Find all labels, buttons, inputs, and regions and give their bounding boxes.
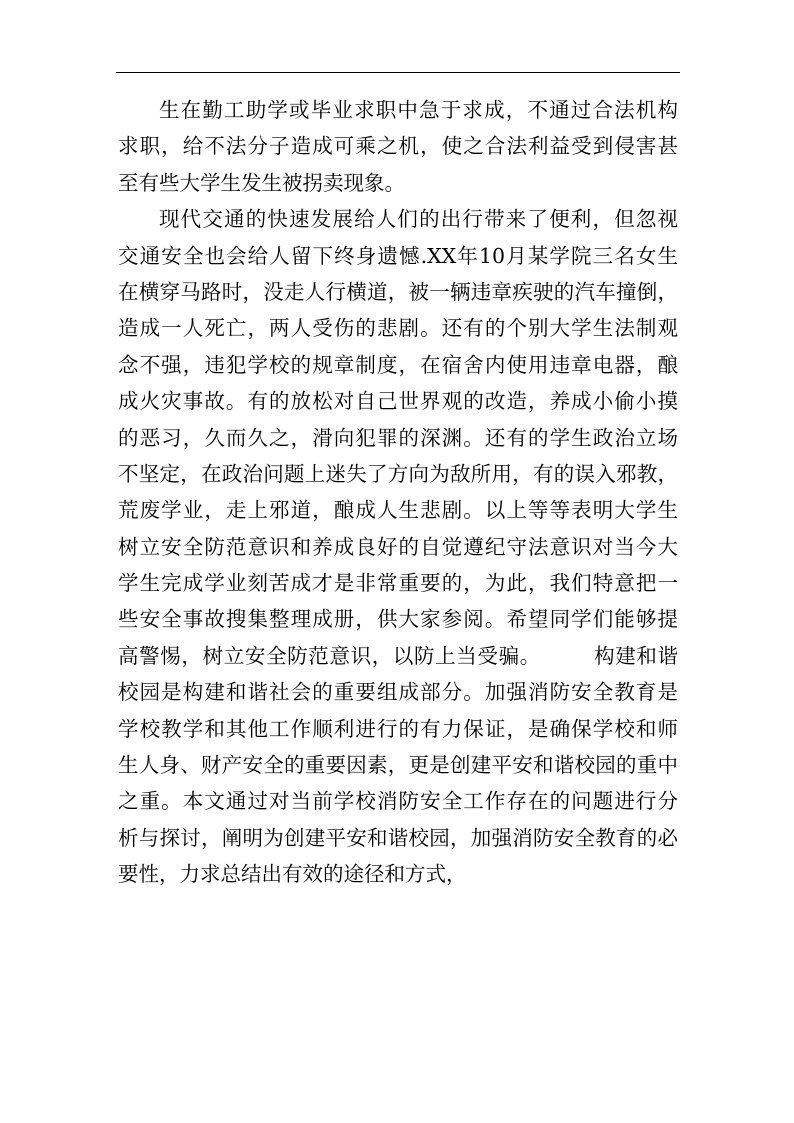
text-line: 高警惕，树立安全防范意识，以防上当受骗。 构建和谐	[118, 643, 678, 668]
text-line: 要性，力求总结出有效的途径和方式，	[118, 862, 467, 887]
text-line: 生在勤工助学或毕业求职中急于求成，不通过合法机构	[159, 98, 678, 122]
text-line: 荒废学业，走上邪道，酿成人生悲剧。以上等等表明大学生	[118, 498, 678, 523]
text-line: 求职，给不法分子造成可乘之机，使之合法利益受到侵害甚	[118, 134, 678, 159]
header-rule	[116, 72, 680, 73]
text-line: 在横穿马路时，没走人行横道，被一辆违章疾驶的汽车撞倒，	[118, 279, 678, 304]
text-line: 交通安全也会给人留下终身遗憾.XX年10月某学院三名女生	[118, 243, 678, 268]
text-line: 析与探讨，阐明为创建平安和谐校园，加强消防安全教育的必	[118, 825, 678, 850]
text-line: 现代交通的快速发展给人们的出行带来了便利，但忽视	[159, 207, 678, 232]
text-line: 学生完成学业刻苦成才是非常重要的，为此，我们特意把一	[118, 571, 678, 596]
text-line: 的恶习，久而久之，滑向犯罪的深渊。还有的学生政治立场	[118, 425, 678, 450]
text-line: 学校教学和其他工作顺利进行的有力保证，是确保学校和师	[118, 716, 678, 741]
text-line: 造成一人死亡，两人受伤的悲剧。还有的个别大学生法制观	[118, 316, 678, 341]
text-line: 成火灾事故。有的放松对自己世界观的改造，养成小偷小摸	[118, 389, 678, 414]
text-line: 之重。本文通过对当前学校消防安全工作存在的问题进行分	[118, 789, 678, 814]
body-text	[118, 92, 678, 893]
text-line: 树立安全防范意识和养成良好的自觉遵纪守法意识对当今大	[118, 534, 678, 559]
text-line: 不坚定，在政治问题上迷失了方向为敌所用，有的误入邪教，	[118, 461, 678, 486]
text-line: 至有些大学生发生被拐卖现象。	[118, 170, 405, 195]
text-line: 念不强，违犯学校的规章制度，在宿舍内使用违章电器，酿	[118, 352, 678, 377]
text-line: 校园是构建和谐社会的重要组成部分。加强消防安全教育是	[118, 680, 678, 705]
text-line: 些安全事故搜集整理成册，供大家参阅。希望同学们能够提	[118, 607, 678, 632]
text-line: 生人身、财产安全的重要因素，更是创建平安和谐校园的重中	[118, 753, 678, 778]
